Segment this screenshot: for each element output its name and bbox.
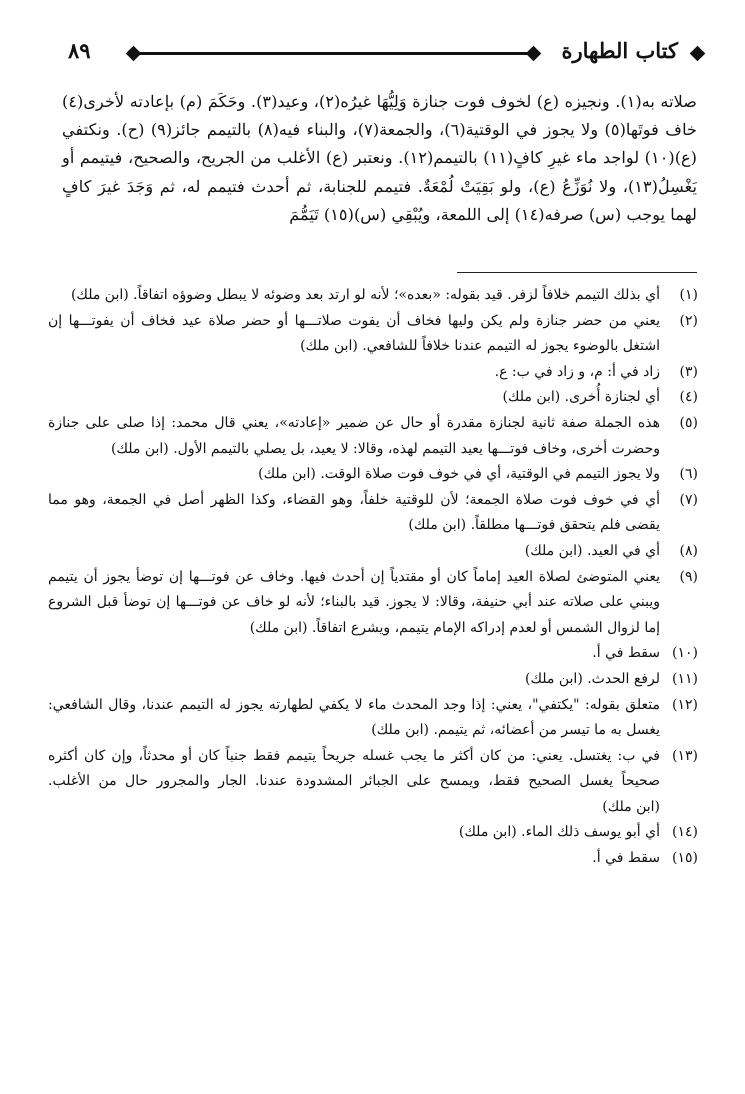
footnote-text: أي في خوف فوت صلاة الجمعة؛ لأن للوقتية خلفاً، وهو القضاء، وكذا الظهر أصل في الجمعة، وهو مما يقضى فلم يتحقق فوتـــها مطلقاً. <box>48 491 660 534</box>
footnote-separator <box>457 272 697 273</box>
footnote-text: أي في العيد. <box>586 542 660 559</box>
footnote <box>48 360 698 386</box>
page-number: ٨٩ <box>68 38 91 63</box>
footnote <box>48 309 698 360</box>
footnote-text: في ب: يغتسل. يعني: من كان أكثر ما يجب غسله جريحاً يتيمم فقط جنباً كان أو محدثاً، وإن كان أكثره صحيحاً يغسل الصحيح فقط، ويمسح على الجبائر المشدودة عندنا. الجار والمجرور حال من الأغلب. <box>48 747 660 790</box>
diamond-ornament-icon <box>690 46 706 62</box>
footnote-text: لرفع الحدث. <box>587 670 660 687</box>
footnote-source: (ابن ملك) <box>524 542 583 559</box>
footnote-text: يعني المتوضئ لصلاة العيد إماماً كان أو مقتدياً إن أحدث فيها. وخاف عن فوتـــها إن توضأ يجوز أن يتيمم ويبني على صلاته عند أبي حنيفة، وقالا: لا يجوز. قيد بالبناء؛ لأنه لو خاف عن فوتـــها إن توضأ قبل الشروع إما لزوال الشمس أو لعدم إدراكه الإمام يتيمم، ويشرع اتفاقاً. <box>48 568 660 636</box>
diamond-ornament-icon <box>526 46 542 62</box>
footnote-source: (ابن ملك) <box>249 619 308 636</box>
footnote-text: سقط في أ. <box>592 645 660 662</box>
footnote-number: (٣) <box>679 363 698 380</box>
footnote-source: (ابن ملك) <box>525 670 583 687</box>
footnote-number: (١٤) <box>672 824 698 841</box>
footnote-source: (ابن ملك) <box>70 287 129 303</box>
header-rule <box>138 52 533 55</box>
footnote <box>48 283 698 309</box>
footnote <box>48 462 698 488</box>
book-title: كتاب الطهارة <box>561 38 678 63</box>
footnote-number: (٦) <box>679 466 698 483</box>
footnote <box>48 820 698 846</box>
footnote-source: (ابن ملك) <box>111 440 169 457</box>
footnote <box>48 641 698 667</box>
main-paragraph: صلاته به(١). ونجيزه (ع) لخوف فوت جنازة وَلِيُّهَا غيرُه(٢)، وعيد(٣). وحَكَمَ (م) بإعادته لأخرى(٤) خاف فوتَها(٥) ولا يجوز في الوقتية(٦)، والجمعة(٧)، والبناء فيه(٨) بالتيمم جائز(٩) (ح). ونكتفي (ع)(١٠) لواجد ماء غيرِ كافٍ(١١) بالتيمم(١٢). ونعتبر (ع) الأغلب من الجريح، والصحيح، فيتيمم أو يَغْسِلُ(١٣)، ولا نُوَزِّعُ (ع)، ولو بَقِيَتْ لُمْعَةٌ. فتيمم للجنابة، ثم أحدث فتيمم له، ثم وَجَدَ غيرَ كافٍ لهما يوجب (س) صرفه(١٤) إلى اللمعة، ويُبْقِي (س)(١٥) تَيَمُّمَ <box>62 92 698 224</box>
footnote-number: (١٣) <box>672 747 698 764</box>
footnote <box>48 846 698 872</box>
footnote-number: (٨) <box>679 542 698 559</box>
footnote-number: (١٠) <box>672 645 698 662</box>
footnote-source: (ابن ملك) <box>458 824 517 841</box>
footnote <box>48 693 698 744</box>
footnote-text: زاد في أ: م، و زاد في ب: ع. <box>494 363 660 380</box>
footnote-text: أي لجنازة أُخرى. <box>564 389 660 406</box>
footnote-number: (٧) <box>679 491 698 508</box>
footnote <box>48 667 698 693</box>
footnote-source: (ابن ملك) <box>602 798 660 815</box>
footnote-number: (١) <box>679 287 698 303</box>
page-header <box>40 34 705 74</box>
footnote-number: (٩) <box>679 568 698 585</box>
footnote <box>48 539 698 565</box>
footnote-text: يعني من حضر جنازة ولم يكن وليها فخاف أن يفوت صلاتـــها أو حضر صلاة عيد فخاف أن يفوتـــها إن اشتغل بالوضوء يجوز له التيمم عندنا خلافاً للشافعي. <box>48 312 660 355</box>
footnote-number: (١٥) <box>672 850 698 867</box>
footnote-number: (١٢) <box>672 696 698 713</box>
footnote <box>48 488 698 539</box>
footnote <box>48 411 698 462</box>
footnote-number: (٢) <box>679 312 698 329</box>
footnote-source: (ابن ملك) <box>258 466 316 483</box>
footnote-source: (ابن ملك) <box>502 389 561 406</box>
footnote-text: أي بذلك التيمم خلافاً لزفر. قيد بقوله: «بعده»؛ لأنه لو ارتد بعد وضوئه لا يبطل وضوؤه اتفاقاً. <box>133 287 660 303</box>
footnote <box>48 385 698 411</box>
footnote-number: (١١) <box>672 670 698 687</box>
main-text-block <box>62 88 697 229</box>
footnote-text: سقط في أ. <box>592 850 660 867</box>
footnotes-block <box>48 283 698 872</box>
footnote-source: (ابن ملك) <box>408 517 467 534</box>
footnote-text: ولا يجوز التيمم في الوقتية، أي في خوف فوت صلاة الوقت. <box>320 466 660 483</box>
footnote-number: (٥) <box>679 414 698 431</box>
footnote <box>48 744 698 821</box>
footnote-number: (٤) <box>679 389 698 406</box>
footnote-source: (ابن ملك) <box>371 722 429 739</box>
footnote-source: (ابن ملك) <box>300 338 358 355</box>
footnote-text: متعلق بقوله: "يكتفي"، يعني: إذا وجد المحدث ماء لا يكفي لطهارته يجوز له التيمم عندنا، وقال الشافعي: يغسل به ما تيسر من أعضائه، ثم يتيمم. <box>48 696 660 739</box>
footnote-text: هذه الجملة صفة ثانية لجنازة مقدرة أو حال عن ضمير «إعادته»، يعني قال محمد: إذا صلى على جنازة وحضرت أخرى، وخاف فوتـــها يعيد التيمم لهذه، وقالا: لا يعيد، بل يصلي بالتيمم الأول. <box>48 414 660 457</box>
footnote <box>48 565 698 642</box>
footnote-text: أي أبو يوسف ذلك الماء. <box>521 824 660 841</box>
